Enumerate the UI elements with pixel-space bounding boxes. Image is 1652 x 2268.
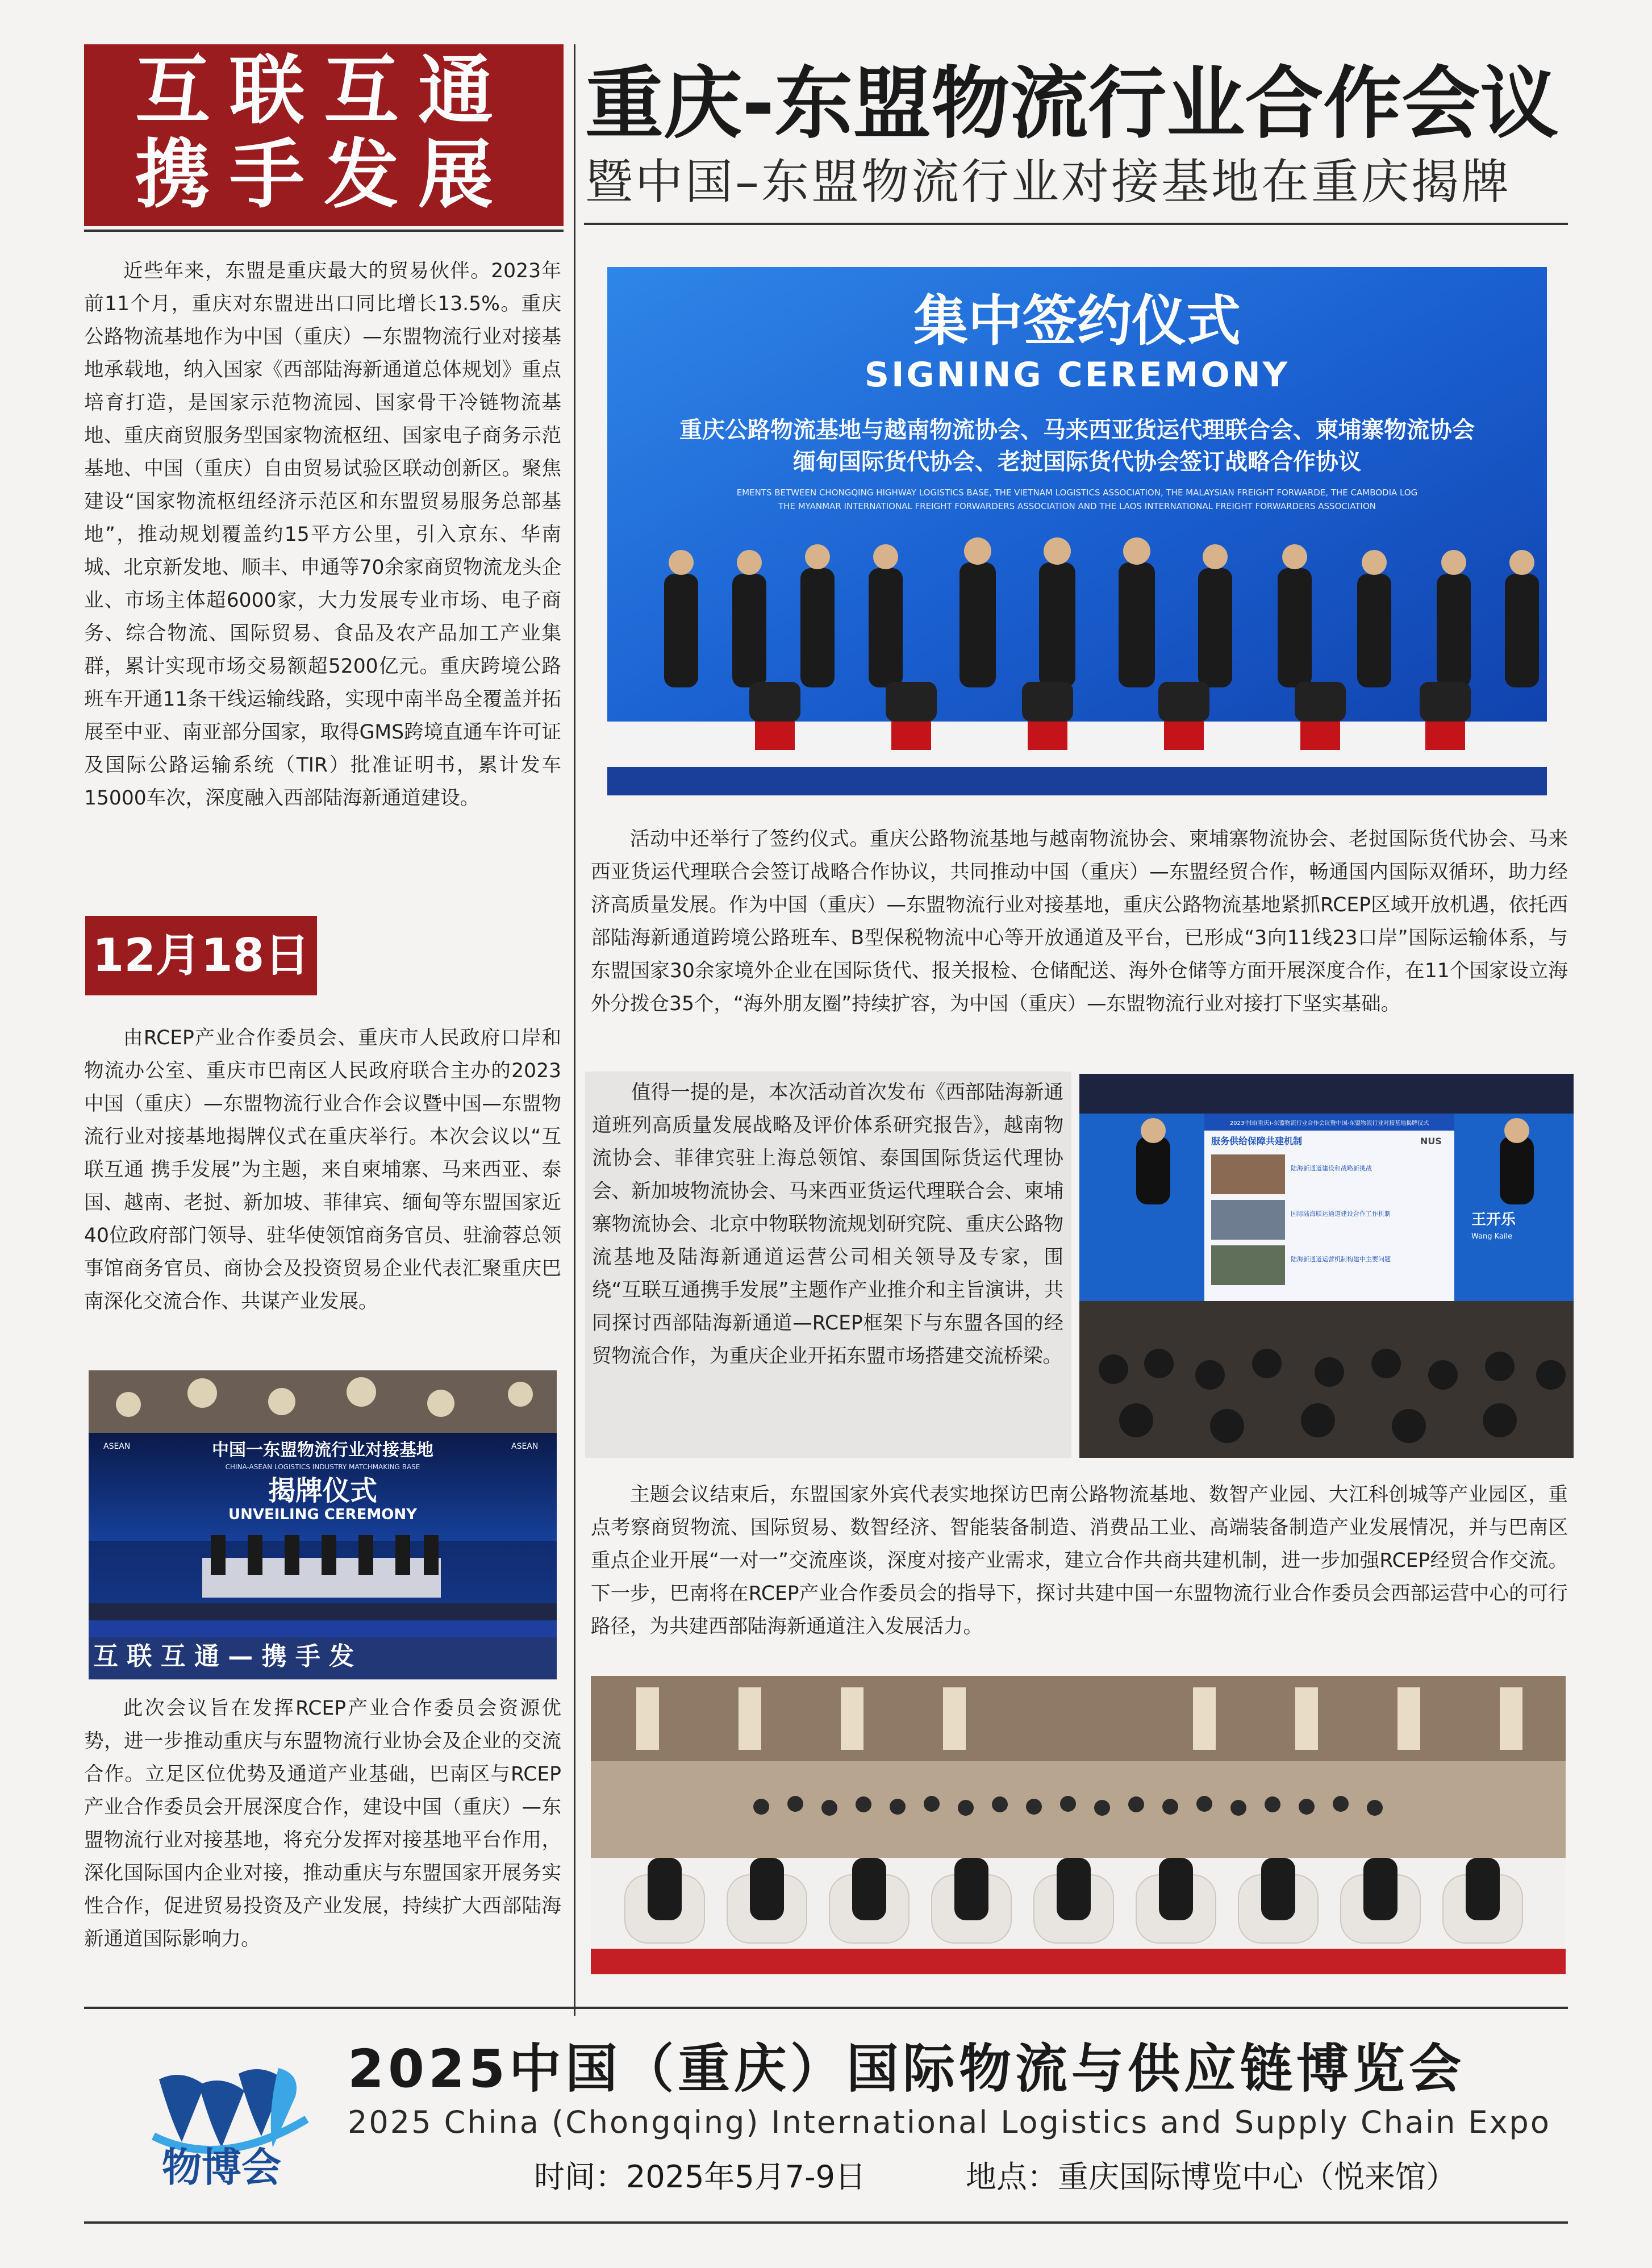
highlight-box — [585, 1072, 1071, 1458]
signing-photo-art — [607, 267, 1547, 795]
unveil-title-cn: 中国一东盟物流行业对接基地 — [212, 1440, 433, 1460]
speech-photo-art — [1079, 1074, 1574, 1458]
speech-screen-title: 2023中国(重庆)-东盟物流行业合作会议暨中国-东盟物流行业对接基地揭牌仪式 — [1229, 1120, 1429, 1127]
signing-en-1: EMENTS BETWEEN CHONGQING HIGHWAY LOGISTICS BASE, THE VIETNAM LOGISTICS ASSOCIATION, THE MALAYSIAN FREIGHT FORWARDE, THE CAMBODIA LOG — [736, 487, 1418, 498]
expo-venue: 地点：重庆国际博览中心（悦来馆） — [966, 2159, 1457, 2195]
expo-title-en: 2025 China (Chongqing) International Logistics and Supply Chain Expo — [348, 2104, 1551, 2140]
left-paragraph-3: 此次会议旨在发挥RCEP产业合作委员会资源优势，进一步推动重庆与东盟物流行业协会及企业的交流合作。立足区位优势及通道产业基础，巴南区与RCEP产业合作委员会开展深度合作，建设中国（重庆）—东盟物流行业对接基地，将充分发挥对接基地平台作用，深化国际国内企业对接，推动重庆与东盟国家开展务实性合作，促进贸易投资及产业发展，持续扩大西部陆海新通道国际影响力。 — [84, 1697, 561, 1950]
main-title: 重庆-东盟物流行业合作会议 — [585, 58, 1559, 149]
signing-ceremony-photo — [607, 267, 1547, 795]
asean-mark-left: ASEAN — [103, 1442, 131, 1451]
footer-rule-bottom — [84, 2221, 1568, 2224]
audience-photo-art — [591, 1676, 1566, 1974]
date-badge: 12月18日 — [85, 916, 317, 995]
audience-photo — [591, 1676, 1566, 1974]
unveil-title-en: CHINA-ASEAN LOGISTICS INDUSTRY MATCHMAKING BASE — [225, 1463, 420, 1471]
asean-mark-right: ASEAN — [511, 1442, 539, 1451]
speaker-name-cn: 王开乐 — [1471, 1211, 1516, 1228]
keynote-speech-photo — [1079, 1074, 1574, 1458]
signing-line-1: 重庆公路物流基地与越南物流协会、马来西亚货运代理联合会、柬埔寨物流协会 — [679, 417, 1475, 443]
unveil-ceremony-cn: 揭牌仪式 — [268, 1475, 378, 1507]
slogan-line-2: 携手发展 — [135, 131, 512, 219]
unveiling-ceremony-photo — [89, 1370, 557, 1679]
right-paragraph-2: 主题会议结束后，东盟国家外宾代表实地探访巴南公路物流基地、数智产业园、大江科创城等产业园区，重点考察商贸物流、国际贸易、数智经济、智能装备制造、消费品工业、高端装备制造产业发展情况，并与巴南区重点企业开展“一对一”交流座谈，深度对接产业需求，建立合作共商共建机制，进一步加强RCEP经贸合作交流。下一步，巴南将在RCEP产业合作委员会的指导下，探讨共建中国一东盟物流行业合作委员会西部运营中心的可行路径，为共建西部陆海新通道注入发展活力。 — [591, 1483, 1568, 1638]
signing-en-2: THE MYANMAR INTERNATIONAL FREIGHT FORWARDERS ASSOCIATION AND THE LAOS INTERNATIONAL FREIGHT FORWARDERS ASSOCIATION — [778, 501, 1376, 511]
speaker-name-en: Wang Kaile — [1471, 1232, 1513, 1241]
speech-section: 服务供给保障共建机制 — [1211, 1136, 1303, 1146]
signing-line-2: 缅甸国际货代协会、老挝国际货代协会签订战略合作协议 — [793, 449, 1361, 475]
expo-logo-text: 物博会 — [162, 2144, 281, 2191]
expo-time: 时间：2025年5月7-9日 — [534, 2159, 866, 2195]
highlight-paragraph: 值得一提的是，本次活动首次发布《西部陆海新通道班列高质量发展战略及评价体系研究报告》，越南物流协会、菲律宾驻上海总领馆、泰国国际货运代理协会、新加坡物流协会、马来西亚货运代理联合会、柬埔寨物流协会、北京中物联物流规划研究院、重庆公路物流基地及陆海新通道运营公司相关领导及专家，围绕“互联互通携手发展”主题作产业推介和主旨演讲，共同探讨西部陆海新通道—RCEP框架下与东盟各国的经贸物流合作，为重庆企业开拓东盟市场搭建交流桥梁。 — [592, 1081, 1063, 1368]
header-rule-right — [584, 223, 1568, 225]
slogan-block — [84, 44, 564, 226]
unveil-ceremony-en: UNVEILING CEREMONY — [228, 1506, 418, 1523]
signing-title-cn: 集中签约仪式 — [913, 289, 1241, 353]
slogan-line-1: 互联互通 — [135, 47, 512, 135]
left-paragraph-1: 近些年来，东盟是重庆最大的贸易伙伴。2023年前11个月，重庆对东盟进出口同比增长13.5%。重庆公路物流基地作为中国（重庆）—东盟物流行业对接基地承载地，纳入国家《西部陆海新通道总体规划》重点培育打造，是国家示范物流园、国家骨干冷链物流基地、重庆商贸服务型国家物流枢纽、国家电子商务示范基地、中国（重庆）自由贸易试验区联动创新区。聚焦建设“国家物流枢纽经济示范区和东盟贸易服务总部基地”，推动规划覆盖约15平方公里，引入京东、华南城、北京新发地、顺丰、申通等70余家商贸物流龙头企业、市场主体超6000家，大力发展专业市场、电子商务、综合物流、国际贸易、食品及农产品加工产业集群，累计实现市场交易额超5200亿元。重庆跨境公路班车开通11条干线运输线路，实现中南半岛全覆盖并拓展至中亚、南亚部分国家，取得GMS跨境直通车许可证及国际公路运输系统（TIR）批准证明书，累计发车15000车次，深度融入西部陆海新通道建设。 — [84, 260, 561, 810]
unveiling-photo-art — [89, 1370, 557, 1679]
column-divider — [574, 44, 575, 2016]
speech-item-1: 陆海新通道建设和战略新挑战 — [1291, 1165, 1372, 1172]
footer-rule-top — [84, 2007, 1568, 2009]
signing-title-en: SIGNING CEREMONY — [864, 355, 1290, 395]
expo-title-cn: 2025中国（重庆）国际物流与供应链博览会 — [348, 2038, 1466, 2099]
sub-title: 暨中国–东盟物流行业对接基地在重庆揭牌 — [585, 154, 1512, 210]
speech-item-3: 陆海新通道运营机制构建中主要问题 — [1291, 1256, 1391, 1263]
right-paragraph-1: 活动中还举行了签约仪式。重庆公路物流基地与越南物流协会、柬埔寨物流协会、老挝国际货代协会、马来西亚货运代理联合会签订战略合作协议，共同推动中国（重庆）—东盟经贸合作，畅通国内国际双循环，助力经济高质量发展。作为中国（重庆）—东盟物流行业对接基地，重庆公路物流基地紧抓RCEP区域开放机遇，依托西部陆海新通道跨境公路班车、B型保税物流中心等开放通道及平台，已形成“3向11线23口岸”国际运输体系，与东盟国家30余家境外企业在国际货代、报关报检、仓储配送、海外仓储等方面开展深度合作，在11个国家设立海外分拨仓35个，“海外朋友圈”持续扩容，为中国（重庆）—东盟物流行业对接打下坚实基础。 — [591, 828, 1568, 1015]
speech-item-2: 国际陆海联运通道建设合作工作机制 — [1291, 1210, 1391, 1218]
speech-logo: NUS — [1420, 1136, 1442, 1146]
unveil-banner: 互 联 互 通 — 携 手 发 — [93, 1642, 354, 1671]
header-rule-left — [84, 230, 564, 232]
left-paragraph-2: 由RCEP产业合作委员会、重庆市人民政府口岸和物流办公室、重庆市巴南区人民政府联合主办的2023中国（重庆）—东盟物流行业合作会议暨中国—东盟物流行业对接基地揭牌仪式在重庆举行。本次会议以“互联互通 携手发展”为主题，来自柬埔寨、马来西亚、泰国、越南、老挝、新加坡、菲律宾、缅甸等东盟国家近40位政府部门领导、驻华使领馆商务官员、驻渝蓉总领事馆商务官员、商协会及投资贸易企业代表汇聚重庆巴南深化交流合作、共谋产业发展。 — [84, 1027, 561, 1313]
